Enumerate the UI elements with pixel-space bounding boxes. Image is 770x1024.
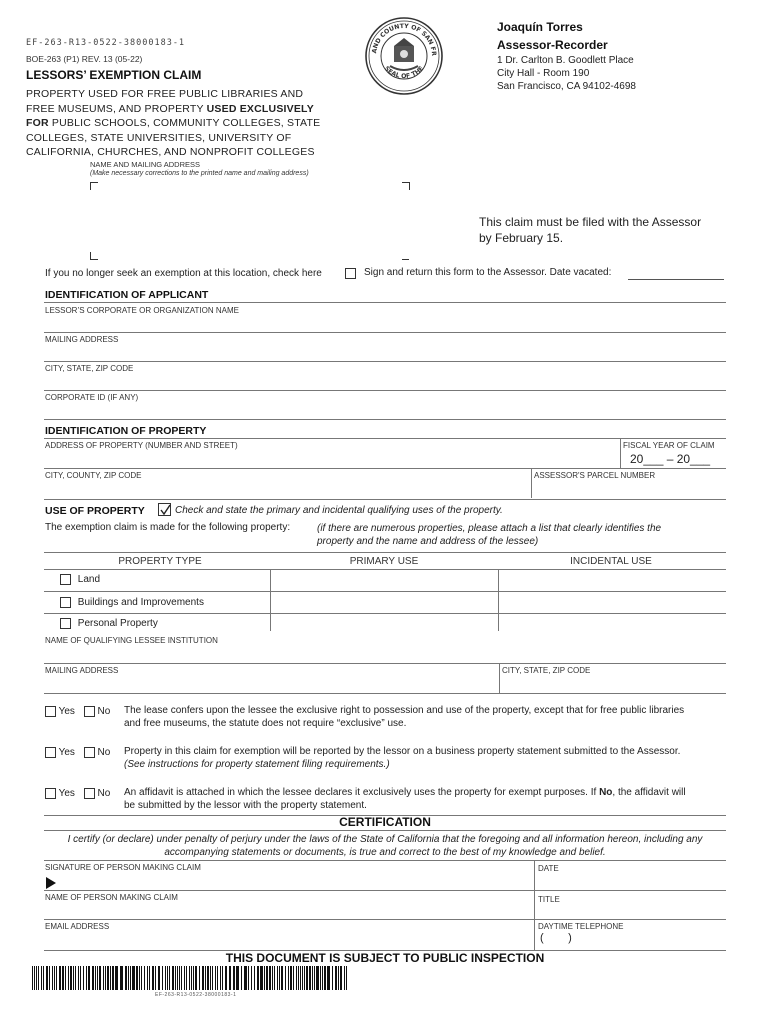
city-county-seal [364,16,444,96]
divider [44,890,726,891]
mailing-address-field[interactable] [45,344,725,360]
q3-no-checkbox[interactable] [84,788,95,799]
date-label: DATE [538,864,559,873]
divider [498,569,499,631]
parcel-number-label: ASSESSOR'S PARCEL NUMBER [534,471,656,480]
corporate-id-field[interactable] [45,402,725,418]
q1-no-checkbox[interactable] [84,706,95,717]
title-field[interactable] [538,904,724,919]
form-revision: BOE-263 (P1) REV. 13 (05-22) [26,54,143,64]
yes-label: Yes [58,747,75,758]
name-mailing-label: NAME AND MAILING ADDRESS [90,160,201,169]
assessor-name: Joaquín Torres [497,20,583,34]
city-state-zip-label: CITY, STATE, ZIP CODE [45,364,134,373]
fiscal-year-field[interactable]: 20___ – 20___ [630,452,711,466]
no-label: No [97,747,111,758]
corp-name-field[interactable] [45,315,725,331]
filing-deadline: This claim must be filed with the Assessor by February 15. [479,215,702,245]
divider [44,361,726,362]
question-3-text: An affidavit is attached in which the lessee declares it exclusively uses the property for exempt purposes. If No, the affidavit will be submitted by the lessor with the property statement. [124,787,686,811]
certification-heading: CERTIFICATION [339,815,431,829]
signature-field[interactable] [60,873,530,889]
city-county-zip-field[interactable] [45,481,525,497]
q2-no-checkbox[interactable] [84,747,95,758]
divider [531,468,532,498]
signature-label: SIGNATURE OF PERSON MAKING CLAIM [45,863,201,872]
corner-mark-bottom-left [90,252,98,260]
checkmark-icon [158,503,171,516]
divider [499,663,500,693]
divider [620,438,621,468]
city-state-zip-field[interactable] [45,373,725,389]
divider [44,552,726,553]
title-label: TITLE [538,895,560,904]
divider [44,860,726,861]
primary-use-land-field[interactable] [272,571,496,590]
sign-return-text: Sign and return this form to the Assessor. Date vacated: [364,267,612,278]
corp-name-label: LESSOR’S CORPORATE OR ORGANIZATION NAME [45,306,239,315]
city-county-zip-label: CITY, COUNTY, ZIP CODE [45,471,142,480]
property-type-label: Buildings and Improvements [77,597,204,609]
date-field[interactable] [538,874,724,889]
sign-here-arrow-icon [45,876,57,894]
yes-label: Yes [58,706,75,717]
no-label: No [97,788,111,799]
corner-mark-bottom-right [402,258,409,260]
q2-yes-checkbox[interactable] [45,747,56,758]
column-property-type: PROPERTY TYPE [118,556,202,567]
barcode-caption: EF-263-R13-0522-38000183-1 [155,992,237,998]
divider [44,613,726,614]
svg-text:SEAL OF THE: SEAL OF THE [382,65,426,81]
column-incidental-use: INCIDENTAL USE [570,556,652,567]
phone-label: DAYTIME TELEPHONE [538,922,624,931]
property-type-row-buildings [60,597,204,608]
question-3-yes-no [45,787,110,800]
divider [44,302,726,303]
divider [44,419,726,420]
divider [44,468,726,469]
question-1-yes-no [45,705,110,718]
lessee-city-label: CITY, STATE, ZIP CODE [502,666,591,675]
assessor-address: 1 Dr. Carlton B. Goodlett Place City Hall - Room 190 San Francisco, CA 94102-4698 [497,55,636,92]
corporate-id-label: CORPORATE ID (IF ANY) [45,393,139,402]
q1-yes-checkbox[interactable] [45,706,56,717]
vacated-checkbox[interactable] [345,268,356,279]
section-applicant-heading: IDENTIFICATION OF APPLICANT [45,289,209,301]
no-label: No [97,706,111,717]
property-type-row-land [60,574,100,585]
divider [44,332,726,333]
email-label: EMAIL ADDRESS [45,922,110,931]
lessee-name-label: NAME OF QUALIFYING LESSEE INSTITUTION [45,636,218,645]
no-longer-seek-text: If you no longer seek an exemption at this location, check here [45,268,322,279]
certification-statement: I certify (or declare) under penalty of perjury under the laws of the State of California that the foregoing and all information hereon, including any accompanying statements or documents, is true and correct to the best of my knowledge and belief. [67,834,703,858]
property-address-label: ADDRESS OF PROPERTY (NUMBER AND STREET) [45,441,238,450]
date-vacated-field[interactable] [628,279,724,280]
claimant-name-label: NAME OF PERSON MAKING CLAIM [45,893,178,902]
incidental-use-land-field[interactable] [500,571,724,590]
incidental-use-buildings-field[interactable] [500,593,724,612]
divider [44,663,726,664]
name-mailing-field[interactable] [100,190,400,250]
lessee-name-field[interactable] [45,646,725,662]
property-type-label: Personal Property [77,618,158,630]
question-1-text: The lease confers upon the lessee the exclusive right to possession and use of the property, except that for free public libraries and free museums, the statute does not require “exclusive” use. [124,705,685,729]
corner-mark-top-right [402,182,410,190]
yes-label: Yes [58,788,75,799]
divider [44,591,726,592]
divider [270,569,271,631]
claim-note: (if there are numerous properties, please attach a list that clearly identifies the property and the name and address of the lessee) [317,523,662,547]
form-title: LESSORS’ EXEMPTION CLAIM [26,68,202,82]
form-id-line: EF-263-R13-0522-38000183-1 [26,38,186,48]
claimant-name-field[interactable] [45,903,530,919]
use-of-property-heading: USE OF PROPERTY [45,505,145,517]
property-address-field[interactable] [45,451,615,467]
public-inspection-notice: THIS DOCUMENT IS SUBJECT TO PUBLIC INSPECTION [225,951,545,965]
column-primary-use: PRIMARY USE [349,556,419,567]
question-2-text: Property in this claim for exemption will be reported by the lessor on a business property statement submitted to the Assessor. (See instructions for property statement filing requirements.) [124,746,681,770]
use-instructions: Check and state the primary and incidental qualifying uses of the property. [175,505,503,516]
primary-use-personal-field[interactable] [272,615,496,630]
lessee-mailing-field[interactable] [45,676,495,692]
parcel-number-field[interactable] [534,481,724,497]
mailing-address-label: MAILING ADDRESS [45,335,119,344]
divider [44,919,726,920]
assessor-title: Assessor-Recorder [497,38,608,52]
divider [44,569,726,570]
property-type-row-personal [60,618,158,629]
lessee-mailing-label: MAILING ADDRESS [45,666,119,675]
barcode [32,966,350,990]
buildings-checkbox[interactable] [60,597,71,608]
divider [534,860,535,951]
form-subtitle: PROPERTY USED FOR FREE PUBLIC LIBRARIES AND FREE MUSEUMS, AND PROPERTY USED EXCLUSIVELY FOR PUBLIC SCHOOLS, COMMUNITY COLLEGES, STATE COLLEGES, STATE UNIVERSITIES, UNIVERSITY OF CALIFORNIA, CHURCHES, AND NONPROFIT COLLEGES [26,88,321,158]
email-field[interactable] [45,932,530,948]
section-property-heading: IDENTIFICATION OF PROPERTY [45,425,207,437]
divider [44,499,726,500]
q3-yes-checkbox[interactable] [45,788,56,799]
divider [44,438,726,439]
divider [44,390,726,391]
question-2-yes-no [45,746,110,759]
lessee-city-field[interactable] [502,676,724,692]
fiscal-year-label: FISCAL YEAR OF CLAIM [623,441,715,450]
personal-property-checkbox[interactable] [60,618,71,629]
corner-mark-top-left [90,182,98,190]
phone-field[interactable]: ( ) [540,932,572,944]
divider [44,830,726,831]
incidental-use-personal-field[interactable] [500,615,724,630]
primary-use-buildings-field[interactable] [272,593,496,612]
land-checkbox[interactable] [60,574,71,585]
claim-made-for-text: The exemption claim is made for the following property: [45,522,291,533]
svg-text:THE CITY AND COUNTY OF SAN FRA: AND COUNTY OF SAN FR [371,22,438,57]
property-type-label: Land [77,574,101,586]
name-mailing-note: (Make necessary corrections to the printed name and mailing address) [90,170,309,177]
divider [44,693,726,694]
